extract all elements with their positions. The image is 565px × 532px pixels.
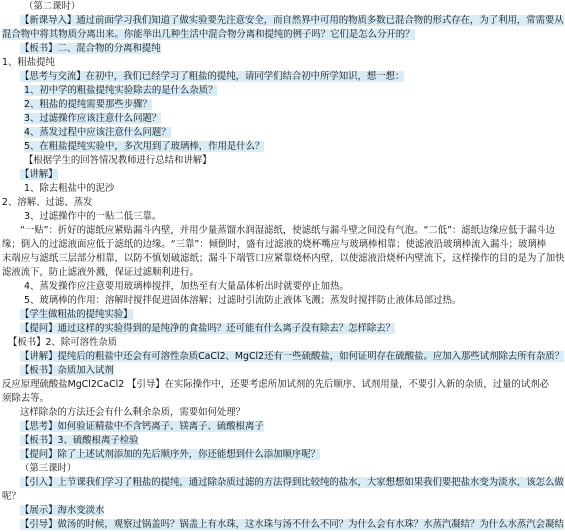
line-text: 【提问】通过这样的实验得到的是纯净的食盐吗？还可能有什么离子没有除去？怎样除去？ bbox=[20, 323, 396, 334]
line-text: 【展示】海水变淡水 bbox=[20, 505, 105, 516]
text-line bbox=[2, 462, 508, 476]
text-line bbox=[2, 294, 508, 308]
line-text: 5、玻璃棒的作用：溶解时搅拌促进固体溶解；过滤时引流防止液体飞溅；蒸发时搅拌防止液体局部过热。 bbox=[24, 295, 462, 306]
line-text: （第三课时） bbox=[20, 463, 77, 474]
line-text: “一贴”：折好的滤纸应紧贴漏斗内壁，并用少量蒸馏水润湿滤纸，使滤纸与漏斗壁之间没有气泡。“二低”：滤纸边缘应低于漏斗边 bbox=[20, 225, 556, 236]
text-line bbox=[2, 42, 508, 56]
line-text: 【板书】2、除可溶性杂质 bbox=[8, 337, 118, 348]
line-text: 【新课导入】通过前面学习我们知道了做实验要先注意安全，而自然界中可用的物质多数已混合物的形式存在，为了利用，常需要从 bbox=[20, 15, 564, 26]
line-text: 【根据学生的回答情况教师进行总结和讲解】 bbox=[24, 155, 212, 166]
line-text: 2、粗盐的提纯需要那些步骤？ bbox=[24, 99, 152, 110]
line-text: 反应原理硫酸盐MgCl2CaCl2 【引导】在实际操作中，还要考虑所加试剂的先后顺序、试剂用量，不要引入新的杂质，过量的试剂必 bbox=[2, 379, 550, 390]
line-text: （第二课时） bbox=[24, 1, 81, 12]
text-line bbox=[2, 392, 508, 406]
line-text: 1、除去粗盐中的泥沙 bbox=[24, 183, 115, 194]
text-line bbox=[2, 448, 508, 462]
text-line bbox=[2, 518, 564, 532]
text-line bbox=[2, 154, 508, 168]
text-line bbox=[2, 252, 565, 266]
text-line bbox=[2, 266, 508, 280]
line-text: 【思考】如何验证精盐中不含钙离子、镁离子、硫酸根离子 bbox=[20, 421, 264, 432]
line-text: 【讲解】提纯后的粗盐中还会有可溶性杂质CaCl2、MgCl2还有一些硫酸盐，如何证明存在硫酸盐。应加入那些试剂除去所有杂质？ bbox=[20, 351, 565, 362]
text-line bbox=[2, 350, 565, 364]
text-line bbox=[2, 308, 508, 322]
line-text: 【思考与交流】在初中，我们已经学习了粗盐的提纯，请同学们结合初中所学知识，想一想： bbox=[20, 71, 405, 82]
text-line bbox=[2, 406, 508, 420]
text-line bbox=[2, 364, 508, 378]
text-line bbox=[2, 378, 550, 392]
line-text: 呢？ bbox=[2, 491, 21, 502]
line-text: 【学生做粗盐的提纯实验】 bbox=[20, 309, 133, 320]
text-line bbox=[2, 14, 564, 28]
text-line bbox=[2, 434, 508, 448]
text-line bbox=[2, 70, 508, 84]
text-line bbox=[2, 490, 508, 504]
line-text: 3、过滤操作应该注意什么问题？ bbox=[24, 113, 162, 124]
line-text: 1、初中学的粗盐提纯实验除去的是什么杂质？ bbox=[24, 85, 218, 96]
line-text: 【引入】上节课我们学习了粗盐的提纯，通过除杂质过滤的方法得到比较纯的盐水，大家想想如果我们要把盐水变为淡水，该怎么做 bbox=[20, 477, 564, 488]
line-text: 【引导】做汤的时候，观察过锅盖吗？锅盖上有水珠，这水珠与汤不什么不同？为什么会有水珠？水蒸汽凝结？为什么水蒸汽会凝结 bbox=[20, 519, 564, 530]
text-line bbox=[2, 112, 508, 126]
line-text: 1、粗盐提纯 bbox=[2, 57, 55, 68]
line-text: 滤液流下，防止滤液外溅，保证过滤顺利进行。 bbox=[2, 267, 199, 278]
line-text: 缘；倒入的过滤液面应低于滤纸的边缘。“三靠”：倾倒时，盛有过滤液的烧杯嘴应与玻璃棒相靠；使滤液沿玻璃棒流入漏斗；玻璃棒 bbox=[2, 239, 547, 250]
text-line bbox=[2, 196, 508, 210]
text-line bbox=[2, 322, 508, 336]
text-line bbox=[2, 126, 508, 140]
line-text: 3、过滤操作中的一贴二低三靠。 bbox=[24, 211, 162, 222]
text-line bbox=[2, 140, 508, 154]
line-text: 【板书】3、硫酸根离子检验 bbox=[20, 435, 139, 446]
text-line bbox=[2, 56, 508, 70]
text-line bbox=[2, 336, 508, 350]
text-line bbox=[2, 168, 508, 182]
text-line bbox=[2, 210, 508, 224]
text-line bbox=[2, 182, 508, 196]
text-line bbox=[2, 476, 564, 490]
line-text: 【板书】二、混合物的分离和提纯 bbox=[20, 43, 161, 54]
text-line bbox=[2, 224, 556, 238]
line-text: 【提问】除了上述试剂添加的先后顺序外，你还能想到什么添加顺序呢？ bbox=[20, 449, 321, 460]
line-text: 4、蒸发过程中应该注意什么问题？ bbox=[24, 127, 171, 138]
line-text: 末端应与滤纸三层部分相靠，以防不慎划破滤纸；漏斗下端管口应紧靠烧杯内壁，以使滤液沿烧杯内壁流下，这样操作的目的是为了加快 bbox=[2, 253, 565, 264]
line-text: 4、蒸发操作应注意要用玻璃棒搅拌，加热至有大量晶体析出时就要停止加热。 bbox=[24, 281, 349, 292]
line-text: 【板书】杂质加入试剂 bbox=[20, 365, 114, 376]
text-line bbox=[2, 280, 508, 294]
text-line bbox=[2, 98, 508, 112]
line-text: 混合物中将其物质分离出来。你能举出几种生活中混合物分离和提纯的例子吗？它们是怎么分开的？ bbox=[2, 29, 415, 40]
line-text: 5、在粗盐提纯实验中，多次用到了玻璃棒，作用是什么？ bbox=[24, 141, 265, 152]
text-line bbox=[2, 0, 508, 14]
text-line bbox=[2, 28, 508, 42]
line-text: 须除去等。 bbox=[2, 393, 49, 404]
text-line bbox=[2, 504, 508, 518]
line-text: 2、溶解、过滤、蒸发 bbox=[2, 197, 93, 208]
line-text: 【讲解】 bbox=[20, 169, 58, 180]
line-text: 这样除杂的方法还会有什么剩余杂质，需要如何处理？ bbox=[20, 407, 246, 418]
text-line bbox=[2, 420, 508, 434]
text-line bbox=[2, 84, 508, 98]
text-line bbox=[2, 238, 547, 252]
